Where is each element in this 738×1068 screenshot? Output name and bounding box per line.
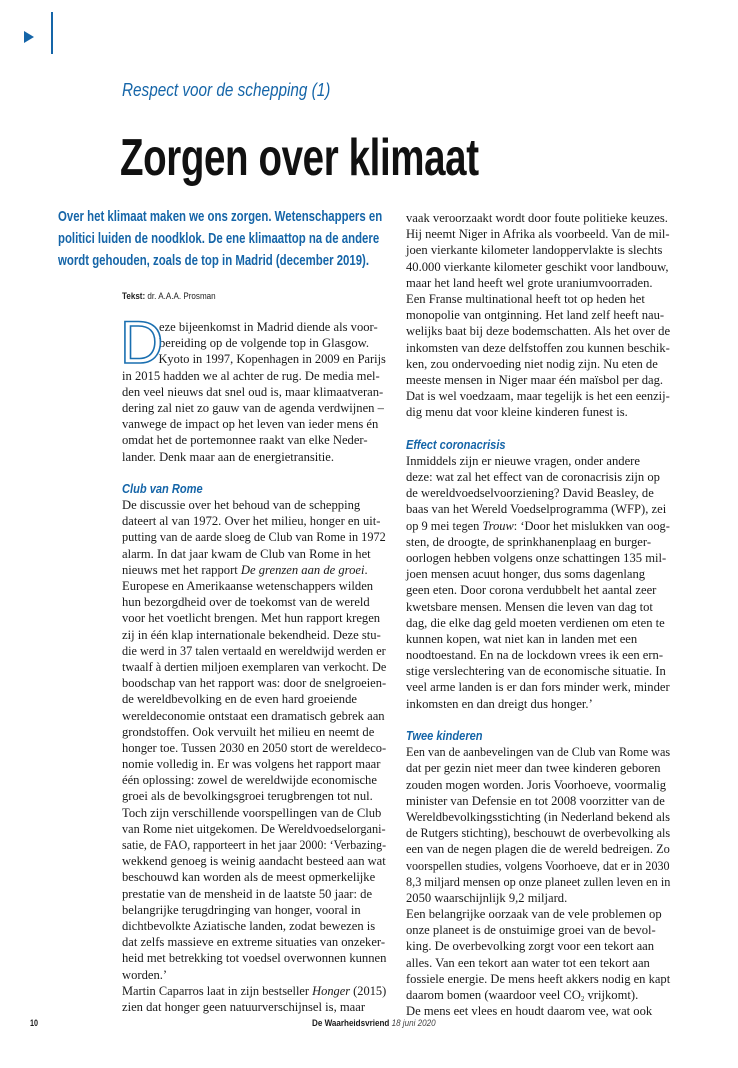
text-line: prestatie van de mensheid in de laatste 50 jaar: de: [122, 886, 373, 901]
text-line: dat zelfs massieve en extreme situaties van onzeker-: [122, 935, 386, 950]
text-line: twaalf à dertien miljoen exemplaren van verkocht. De: [122, 659, 387, 674]
text-line: Toch zijn verschillende voorspellingen van de Club: [122, 805, 382, 820]
text-line: veel arme landen is er dan fors minder werk, minder: [406, 680, 670, 695]
lead-line: Over het klimaat maken we ons zorgen. Wetenschappers en: [58, 208, 383, 225]
text-line: vaak veroorzaakt wordt door foute politieke keuzes.: [406, 211, 668, 225]
publication-date: 18 juni 2020: [391, 1018, 436, 1029]
text-line: heid met betrekking tot voedsel overwonnen kunnen: [122, 951, 387, 966]
text-line: stige verslechtering van de economische situatie. In: [406, 664, 666, 679]
publication-name: De Waarheidsvriend: [312, 1018, 390, 1029]
text-line: satie, de FAO, rapporteert in het jaar 2000: ‘Verbazing-: [122, 838, 387, 852]
text-line: Inmiddels zijn er nieuwe vragen, onder andere: [406, 453, 640, 468]
text-line: eze bijeenkomst in Madrid diende als voor-: [159, 320, 378, 334]
section-heading: Effect coronacrisis: [406, 437, 506, 452]
text-line: groei als de bevolkingsgroei terugbrengen tot nul.: [122, 789, 373, 804]
byline-author: dr. A.A.A. Prosman: [147, 291, 216, 302]
text-line: zouden mogen worden. Joris Voorhoeve, voormalig: [406, 777, 667, 792]
text-line: alarm. In dat jaar kwam de Club van Rome in het: [122, 546, 371, 561]
lead-line: politici luiden de noodklok. De ene klimaattop na de andere: [58, 230, 380, 247]
text-line: dat per gezin niet meer dan twee kinderen geboren: [406, 761, 661, 776]
text-line: [122, 562, 386, 578]
text-line: de Rutgers stichting), beschouwt de overbevolking als: [406, 826, 671, 841]
text-line: lander. Denk maar aan de energietransitie.: [122, 449, 335, 464]
text-line: welijks baat bij deze bodemschatten. Als het over de: [406, 324, 671, 339]
text-line: Kyoto in 1997, Kopenhagen in 2009 en Parijs: [158, 352, 386, 367]
text-line: hun bezorgdheid over de toekomst van de wereld: [122, 595, 370, 610]
article-title: Zorgen over klimaat: [120, 129, 479, 187]
text-line: deze: wat zal het effect van de coronacrisis zijn op: [406, 470, 660, 484]
text-line: bereiding op de volgende top in Glasgow.: [159, 336, 370, 351]
text-line: de wereldvoedselvoorziening? David Beasley, de: [406, 486, 654, 501]
text-line: in 2015 hadden we al achter de rug. De media mel-: [122, 368, 380, 383]
text-line: 40.000 vierkante kilometer geschikt voor landbouw,: [406, 259, 669, 274]
byline: [122, 291, 216, 302]
text-segment: (2015): [350, 983, 387, 998]
text-line: zien dat honger geen natuurverschijnsel is, maar: [122, 999, 366, 1014]
text-line: één oplossing: zowel de wereldwijde economische: [122, 773, 377, 788]
text-line: Een belangrijke oorzaak van de vele problemen op: [406, 907, 662, 922]
text-line: nomie volledig in. Er was volgens het rapport maar: [122, 757, 381, 772]
subscript: 2: [580, 995, 585, 1003]
section-heading: Twee kinderen: [406, 729, 483, 743]
text-line: worden.’: [122, 967, 168, 982]
text-line: inkomsten van deze delfstoffen zou kunnen beschik-: [406, 340, 670, 355]
lead-line: wordt gehouden, zoals de top in Madrid (december 2019).: [58, 252, 370, 269]
text-line: 8,3 miljard mensen op onze planeet zullen leven en in: [406, 874, 671, 889]
text-line: Een Franse multinational heeft tot op heden het: [406, 291, 645, 306]
text-line: wekkend genoeg is weinig aandacht besteed aan wat: [122, 854, 386, 869]
text-segment: op 9 mei tegen: [406, 518, 483, 533]
text-line: baas van het Wereld Voedselprogramma (WFP), zei: [406, 502, 667, 517]
series-kicker: Respect voor de schepping (1): [122, 80, 331, 100]
text-line: grondstoffen. Ook vervuilt het milieu en neemt de: [122, 724, 375, 739]
text-line: omdat het de portemonnee raakt van elke Neder-: [122, 433, 368, 448]
text-line: voor het voetlicht brengen. Met hun rapport kregen: [122, 611, 381, 626]
text-line: Europese en Amerikaanse wetenschappers wilden: [122, 579, 374, 593]
italic-title: Trouw: [482, 518, 514, 533]
text-segment: Martin Caparros laat in zijn bestseller: [122, 983, 313, 998]
text-line: meeste mensen in Niger maar één maïsbol per dag.: [406, 372, 664, 387]
page-number: 10: [30, 1018, 39, 1028]
text-line: zij in één klap internationale bekendheid. Deze stu-: [122, 627, 381, 642]
body-column-left: [120, 309, 387, 1015]
text-line: die werd in 37 talen vertaald en wereldwijd werden er: [122, 643, 386, 658]
text-line: den veel nieuws dat snel oud is, maar klimaatveran-: [122, 384, 384, 399]
text-line: noodtoestand. En na de lockdown vrees ik een ern-: [406, 648, 664, 663]
text-line: honger toe. Tussen 2030 en 2050 stort de wereldeco-: [122, 740, 387, 755]
italic-title: De grenzen aan de groei: [240, 562, 365, 577]
text-line: monopolie van ontginning. Het land zelf heeft nau-: [406, 308, 665, 323]
drop-cap: D: [120, 309, 164, 376]
text-line: belangrijke terugdringing van honger, vooral in: [122, 902, 361, 917]
text-line: dichtbevolkte Aziatische landen, zodat bewezen is: [122, 918, 376, 933]
section-heading: Club van Rome: [122, 481, 203, 496]
body-column-right: [406, 210, 670, 1019]
italic-title: Honger: [312, 983, 351, 998]
text-line: dateert al van 1972. Over het milieu, honger en uit-: [122, 514, 381, 529]
text-line: kwetsbare mensen. Mensen die leven van dag tot: [406, 599, 653, 614]
text-line: de wereldbevolking en de even hard groeiende: [122, 692, 357, 707]
text-line: geen eten. Door corona verdubbelt het aantal zeer: [406, 583, 657, 598]
text-line: Hij neemt Niger in Afrika als voorbeeld. Van de mil-: [406, 227, 670, 242]
text-segment: vrijkomt).: [584, 988, 639, 1002]
text-line: oorlogen hebben volgens onze schattingen 135 mil-: [406, 550, 667, 565]
text-line: fossiele energie. De mens heeft akkers nodig en kapt: [406, 971, 671, 986]
text-line: sten, de droogte, de sprinkhanenplaag en burger-: [406, 534, 652, 549]
text-line: beschouwd kan worden als de meest opmerkelijke: [122, 870, 376, 885]
text-line: ken, zou ondervoeding niet nodig zijn. Nu eten de: [406, 356, 658, 371]
text-line: 2050 waarschijnlijk 9,2 miljard.: [406, 890, 568, 905]
text-line: Dat is wel voedzaam, maar tegelijk is het een eenzij-: [406, 389, 670, 404]
text-line: dag, die elke dag geld moeten verdienen om eten te: [406, 615, 665, 630]
text-line: kunnen kopen, wat niet kan in landen met een: [406, 631, 638, 646]
text-line: maar het land heeft wel grote uraniumvoorraden.: [406, 275, 653, 290]
text-line: onze planeet is de onstuimige groei van de bevol-: [406, 923, 656, 938]
text-line: wereldeconomie ontstaat een dramatisch gebrek aan: [122, 708, 385, 723]
text-line: inkomsten en dan dreigt dus honger.’: [406, 696, 593, 711]
text-line: Wereldbevolkingsstichting (in Nederland bekend als: [406, 809, 671, 824]
text-line: Een van de aanbevelingen van de Club van Rome was: [406, 745, 671, 760]
text-line: king. De overbevolking zorgt voor een tekort aan: [406, 939, 655, 954]
section-divider: [51, 12, 53, 54]
footer-publication: [312, 1018, 436, 1029]
text-line: De discussie over het behoud van de schepping: [122, 498, 361, 513]
text-line: dig menu dat voor kleine kinderen funest is.: [406, 405, 628, 420]
text-line: [406, 518, 670, 534]
text-line: voorspellen studies, volgens Voorhoeve, dat er in 2030: [406, 858, 670, 873]
text-line: boodschap van het rapport was: door de snelgroeien-: [122, 676, 387, 691]
text-segment: .: [364, 562, 368, 577]
text-segment: daarom bomen (waardoor veel CO: [406, 988, 581, 1002]
text-line: [406, 987, 670, 1003]
text-line: minister van Defensie en tot 2008 voorzitter van de: [406, 793, 665, 808]
text-segment: : ‘Door het mislukken van oog-: [513, 518, 670, 533]
text-line: joen mensen acuut honger, dus soms dagenlang: [406, 567, 646, 582]
text-line: De mens eet vlees en houdt daarom vee, wat ook: [406, 1004, 653, 1019]
text-line: putting van de aarde sloeg de Club van Rome in 1972: [122, 530, 386, 545]
text-line: vanwege de impact op het leven van ieder mens én: [122, 417, 379, 432]
text-line: een van de negen plagen die de wereld bedreigen. Zo: [406, 842, 670, 857]
text-line: joen vierkante kilometer landoppervlakte is slechts: [406, 243, 663, 258]
text-line: alles. Van een tekort aan water tot een tekort aan: [406, 955, 650, 970]
byline-label: Tekst:: [122, 291, 146, 302]
text-line: dering zal niet zo gauw van de agenda verdwijnen –: [122, 400, 384, 415]
text-line: [122, 983, 387, 999]
section-arrow-icon: [24, 31, 34, 43]
text-segment: nieuws met het rapport: [122, 562, 241, 577]
text-line: van Rome niet uitgekomen. De Wereldvoedselorgani-: [122, 821, 386, 836]
